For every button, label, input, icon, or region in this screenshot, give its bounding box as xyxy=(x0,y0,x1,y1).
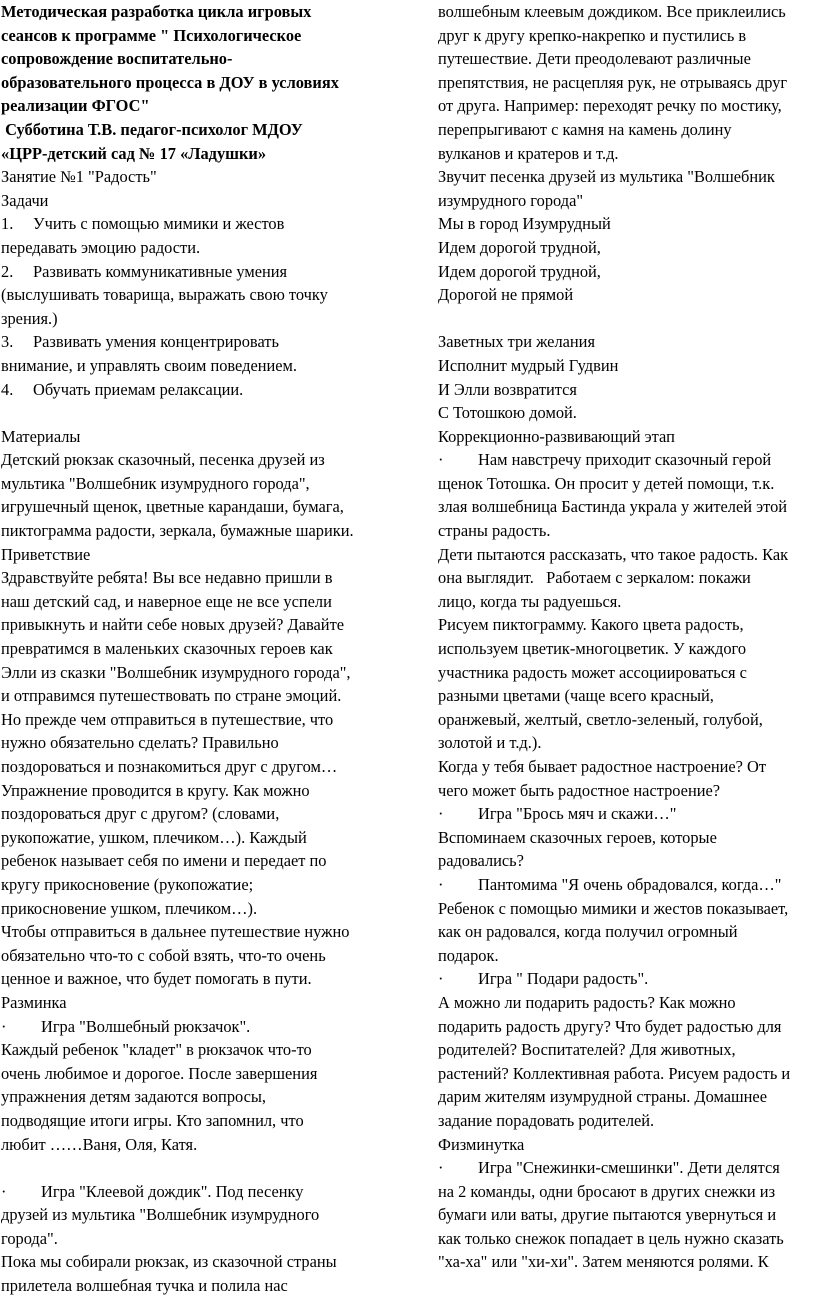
bullet-item: · Пантомима "Я очень обрадовался, когда…" xyxy=(438,873,816,897)
author-line: Субботина Т.В. педагог-психолог МДОУ xyxy=(1,119,303,139)
text-line: пиктограмма радости, зеркала, бумажные шарики. xyxy=(1,521,354,541)
text-line: превратимся в маленьких сказочных героев как xyxy=(1,639,333,659)
text-line: любит ……Ваня, Оля, Катя. xyxy=(1,1134,198,1154)
bullet-item: · Игра "Снежинки-смешинки". Дети делятся xyxy=(438,1156,816,1180)
song-line: Идем дорогой трудной, xyxy=(438,237,601,257)
text-line: злая волшебница Бастинда украла у жителей этой xyxy=(438,497,788,517)
text-line: города". xyxy=(1,1228,58,1248)
text-line: Звучит песенка друзей из мультика "Волшебник xyxy=(438,167,775,187)
text-line: игрушечный щенок, цветные карандаши, бумага, xyxy=(1,497,344,517)
rain-paragraph xyxy=(1,1203,405,1297)
text-line: Рисуем пиктограмму. Какого цвета радость, xyxy=(438,615,744,635)
text-line: используем цветик-многоцветик. У каждого xyxy=(438,639,747,659)
text-line: как он радовался, когда получил огромный xyxy=(438,922,738,942)
task-item-cont: зрения.) xyxy=(1,308,58,328)
text-line: ребенок называет себя по имени и передает по xyxy=(1,851,327,871)
task-item-cont: передавать эмоцию радости. xyxy=(1,237,201,257)
heading-line: сеансов к программе " Психологическое xyxy=(1,25,302,45)
text-line: А можно ли подарить радость? Как можно xyxy=(438,992,736,1012)
heading-line: сопровождение воспитательно- xyxy=(1,49,233,69)
heading-line: образовательного процесса в ДОУ в условиях xyxy=(1,72,339,92)
puppy-paragraph xyxy=(438,472,816,802)
right-column xyxy=(438,0,816,1274)
text-line: "ха-ха" или "хи-хи". Затем меняются ролями. К xyxy=(438,1252,769,1272)
text-line: родителей? Воспитателей? Для животных, xyxy=(438,1040,736,1060)
task-item: 3. Развивать умения концентрировать xyxy=(1,332,279,352)
text-line: задание порадовать родителей. xyxy=(438,1110,655,1130)
greeting-label: Приветствие xyxy=(1,544,91,564)
blank-line xyxy=(1,401,405,425)
text-line: изумрудного города" xyxy=(438,190,584,210)
song-line: Дорогой не прямой xyxy=(438,285,574,305)
task-item-cont: внимание, и управлять своим поведением. xyxy=(1,355,298,375)
text-line: прикосновение ушком, плечиком…). xyxy=(1,898,258,918)
text-line: участника радость может ассоциироваться с xyxy=(438,662,747,682)
text-line: препятствия, не расцепляя рук, не отрываясь друг xyxy=(438,72,788,92)
bullet-item: · Нам навстречу приходит сказочный герой xyxy=(438,448,816,472)
materials-label: Материалы xyxy=(1,426,81,446)
text-line: Упражнение проводится в кругу. Как можно xyxy=(1,780,310,800)
text-line: золотой и т.д.). xyxy=(438,733,542,753)
snow-paragraph xyxy=(438,1180,816,1274)
bullet-item: · Игра "Волшебный рюкзачок". xyxy=(1,1015,405,1039)
text-line: поздороваться друг с другом? (словами, xyxy=(1,804,280,824)
text-line: друг к другу крепко-накрепко и пустились в xyxy=(438,25,747,45)
text-line: подводящие итоги игры. Кто запомнил, что xyxy=(1,1110,304,1130)
text-line: лицо, когда ты радуешься. xyxy=(438,591,622,611)
text-line: как только снежок попадает в цель нужно сказать xyxy=(438,1228,784,1248)
bullet-icon: · xyxy=(438,874,444,894)
blank-line xyxy=(438,307,816,331)
bullet-icon: · xyxy=(438,969,444,989)
song-line: Заветных три желания xyxy=(438,332,595,352)
text-line: Каждый ребенок "кладет" в рюкзачок что-то xyxy=(1,1040,312,1060)
left-column xyxy=(1,0,405,1298)
text-line: Вспоминаем сказочных героев, которые xyxy=(438,827,717,847)
text-line: Когда у тебя бывает радостное настроение? От xyxy=(438,757,767,776)
text-line: наш детский сад, и наверное еще не все успели xyxy=(1,591,332,611)
text-line: растений? Коллективная работа. Рисуем радость и xyxy=(438,1063,791,1083)
text-line: привыкнуть и найти себе новых друзей? Давайте xyxy=(1,615,345,635)
text-line: Ребенок с помощью мимики и жестов показывает, xyxy=(438,898,789,918)
song-line: И Элли возвратится xyxy=(438,379,577,399)
song-line: С Тотошкою домой. xyxy=(438,403,577,423)
heading-line: реализации ФГОС" xyxy=(1,96,150,116)
text-line: кругу прикосновение (рукопожатие; xyxy=(1,874,254,894)
backpack-paragraph xyxy=(1,1038,405,1156)
rain-continuation-paragraph xyxy=(438,0,816,212)
blank-line xyxy=(1,1156,405,1180)
task-item: 4. Обучать приемам релаксации. xyxy=(1,379,244,399)
text-line: страны радость. xyxy=(438,521,551,541)
task-item: 1. Учить с помощью мимики и жестов xyxy=(1,214,285,234)
bullet-icon: · xyxy=(1,1016,7,1036)
text-line: перепрыгивают с камня на камень долину xyxy=(438,119,732,139)
bullet-item: · Игра "Брось мяч и скажи…" xyxy=(438,802,816,826)
gift-paragraph xyxy=(438,991,816,1133)
song-verse xyxy=(438,212,816,306)
text-line: Элли из сказки "Волшебник изумрудного города", xyxy=(1,662,351,682)
text-line: Пока мы собирали рюкзак, из сказочной страны xyxy=(1,1252,337,1272)
heading-line: Методическая разработка цикла игровых xyxy=(1,2,312,21)
tasks-list xyxy=(1,212,405,401)
text-line: Чтобы отправиться в дальнее путешествие нужно xyxy=(1,922,350,942)
document-heading xyxy=(1,0,405,165)
text-line: путешествие. Дети преодолевают различные xyxy=(438,49,751,69)
text-line: разными цветами (чаще всего красный, xyxy=(438,686,714,706)
text-line: нужно обязательно сделать? Правильно xyxy=(1,733,279,753)
tasks-label: Задачи xyxy=(1,190,49,210)
bullet-item: · Игра "Клеевой дождик". Под песенку xyxy=(1,1180,405,1204)
text-line: Дети пытаются рассказать, что такое радость. Как xyxy=(438,544,789,564)
text-line: друзей из мультика "Волшебник изумрудного xyxy=(1,1205,320,1225)
text-line: дарим жителям изумрудной страны. Домашнее xyxy=(438,1087,767,1107)
text-line: поздороваться и познакомиться друг с другом… xyxy=(1,757,338,776)
greeting-paragraph xyxy=(1,566,405,991)
text-line: Но прежде чем отправиться в путешествие, что xyxy=(1,709,334,729)
bullet-item: · Игра " Подари радость". xyxy=(438,967,816,991)
text-line: Детский рюкзак сказочный, песенка друзей из xyxy=(1,450,325,470)
organization-line: «ЦРР-детский сад № 17 «Ладушки» xyxy=(1,143,267,163)
task-item-cont: (выслушивать товарища, выражать свою точку xyxy=(1,285,328,305)
text-line: прилетела волшебная тучка и полила нас xyxy=(1,1276,288,1296)
text-line: мультика "Волшебник изумрудного города", xyxy=(1,473,310,493)
bullet-icon: · xyxy=(438,1158,444,1178)
bullet-icon: · xyxy=(438,804,444,824)
text-line: ценное и важное, что будет помогать в пути. xyxy=(1,969,312,989)
text-line: щенок Тотошка. Он просит у детей помощи, т.к. xyxy=(438,473,775,493)
task-item: 2. Развивать коммуникативные умения xyxy=(1,261,288,281)
song-line: Исполнит мудрый Гудвин xyxy=(438,355,619,375)
bullet-icon: · xyxy=(1,1181,7,1201)
text-line: от друга. Например: переходят речку по мостику, xyxy=(438,96,782,116)
bullet-icon: · xyxy=(438,450,444,470)
warmup-label: Разминка xyxy=(1,992,67,1012)
text-line: вулканов и кратеров и т.д. xyxy=(438,143,619,163)
text-line: рукопожатие, ушком, плечиком…). Каждый xyxy=(1,827,307,847)
text-line: обязательно что-то с собой взять, что-то очень xyxy=(1,945,326,965)
text-line: и отправимся путешествовать по стране эмоций. xyxy=(1,686,342,706)
text-line: подарок. xyxy=(438,945,499,965)
text-line: она выглядит. Работаем с зеркалом: покажи xyxy=(438,568,751,588)
text-line: упражнения детям задаются вопросы, xyxy=(1,1087,267,1107)
text-line: очень любимое и дорогое. После завершения xyxy=(1,1063,318,1083)
text-line: подарить радость другу? Что будет радостью для xyxy=(438,1016,782,1036)
text-line: чего может быть радостное настроение? xyxy=(438,780,721,800)
song-verse-2 xyxy=(438,330,816,424)
text-line: бумаги или ваты, другие пытаются увернуться и xyxy=(438,1205,777,1225)
materials-paragraph xyxy=(1,448,405,542)
text-line: волшебным клеевым дождиком. Все приклеились xyxy=(438,2,786,21)
text-line: радовались? xyxy=(438,851,524,871)
text-line: Здравствуйте ребята! Вы все недавно пришли в xyxy=(1,568,333,588)
text-line: оранжевый, желтый, светло-зеленый, голубой, xyxy=(438,709,763,729)
lesson-title: Занятие №1 "Радость" xyxy=(1,167,157,187)
song-line: Мы в город Изумрудный xyxy=(438,214,611,234)
text-line: на 2 команды, одни бросают в других снежки из xyxy=(438,1181,776,1201)
physical-label: Физминутка xyxy=(438,1134,525,1154)
stage-label: Коррекционно-развивающий этап xyxy=(438,426,675,446)
song-line: Идем дорогой трудной, xyxy=(438,261,601,281)
